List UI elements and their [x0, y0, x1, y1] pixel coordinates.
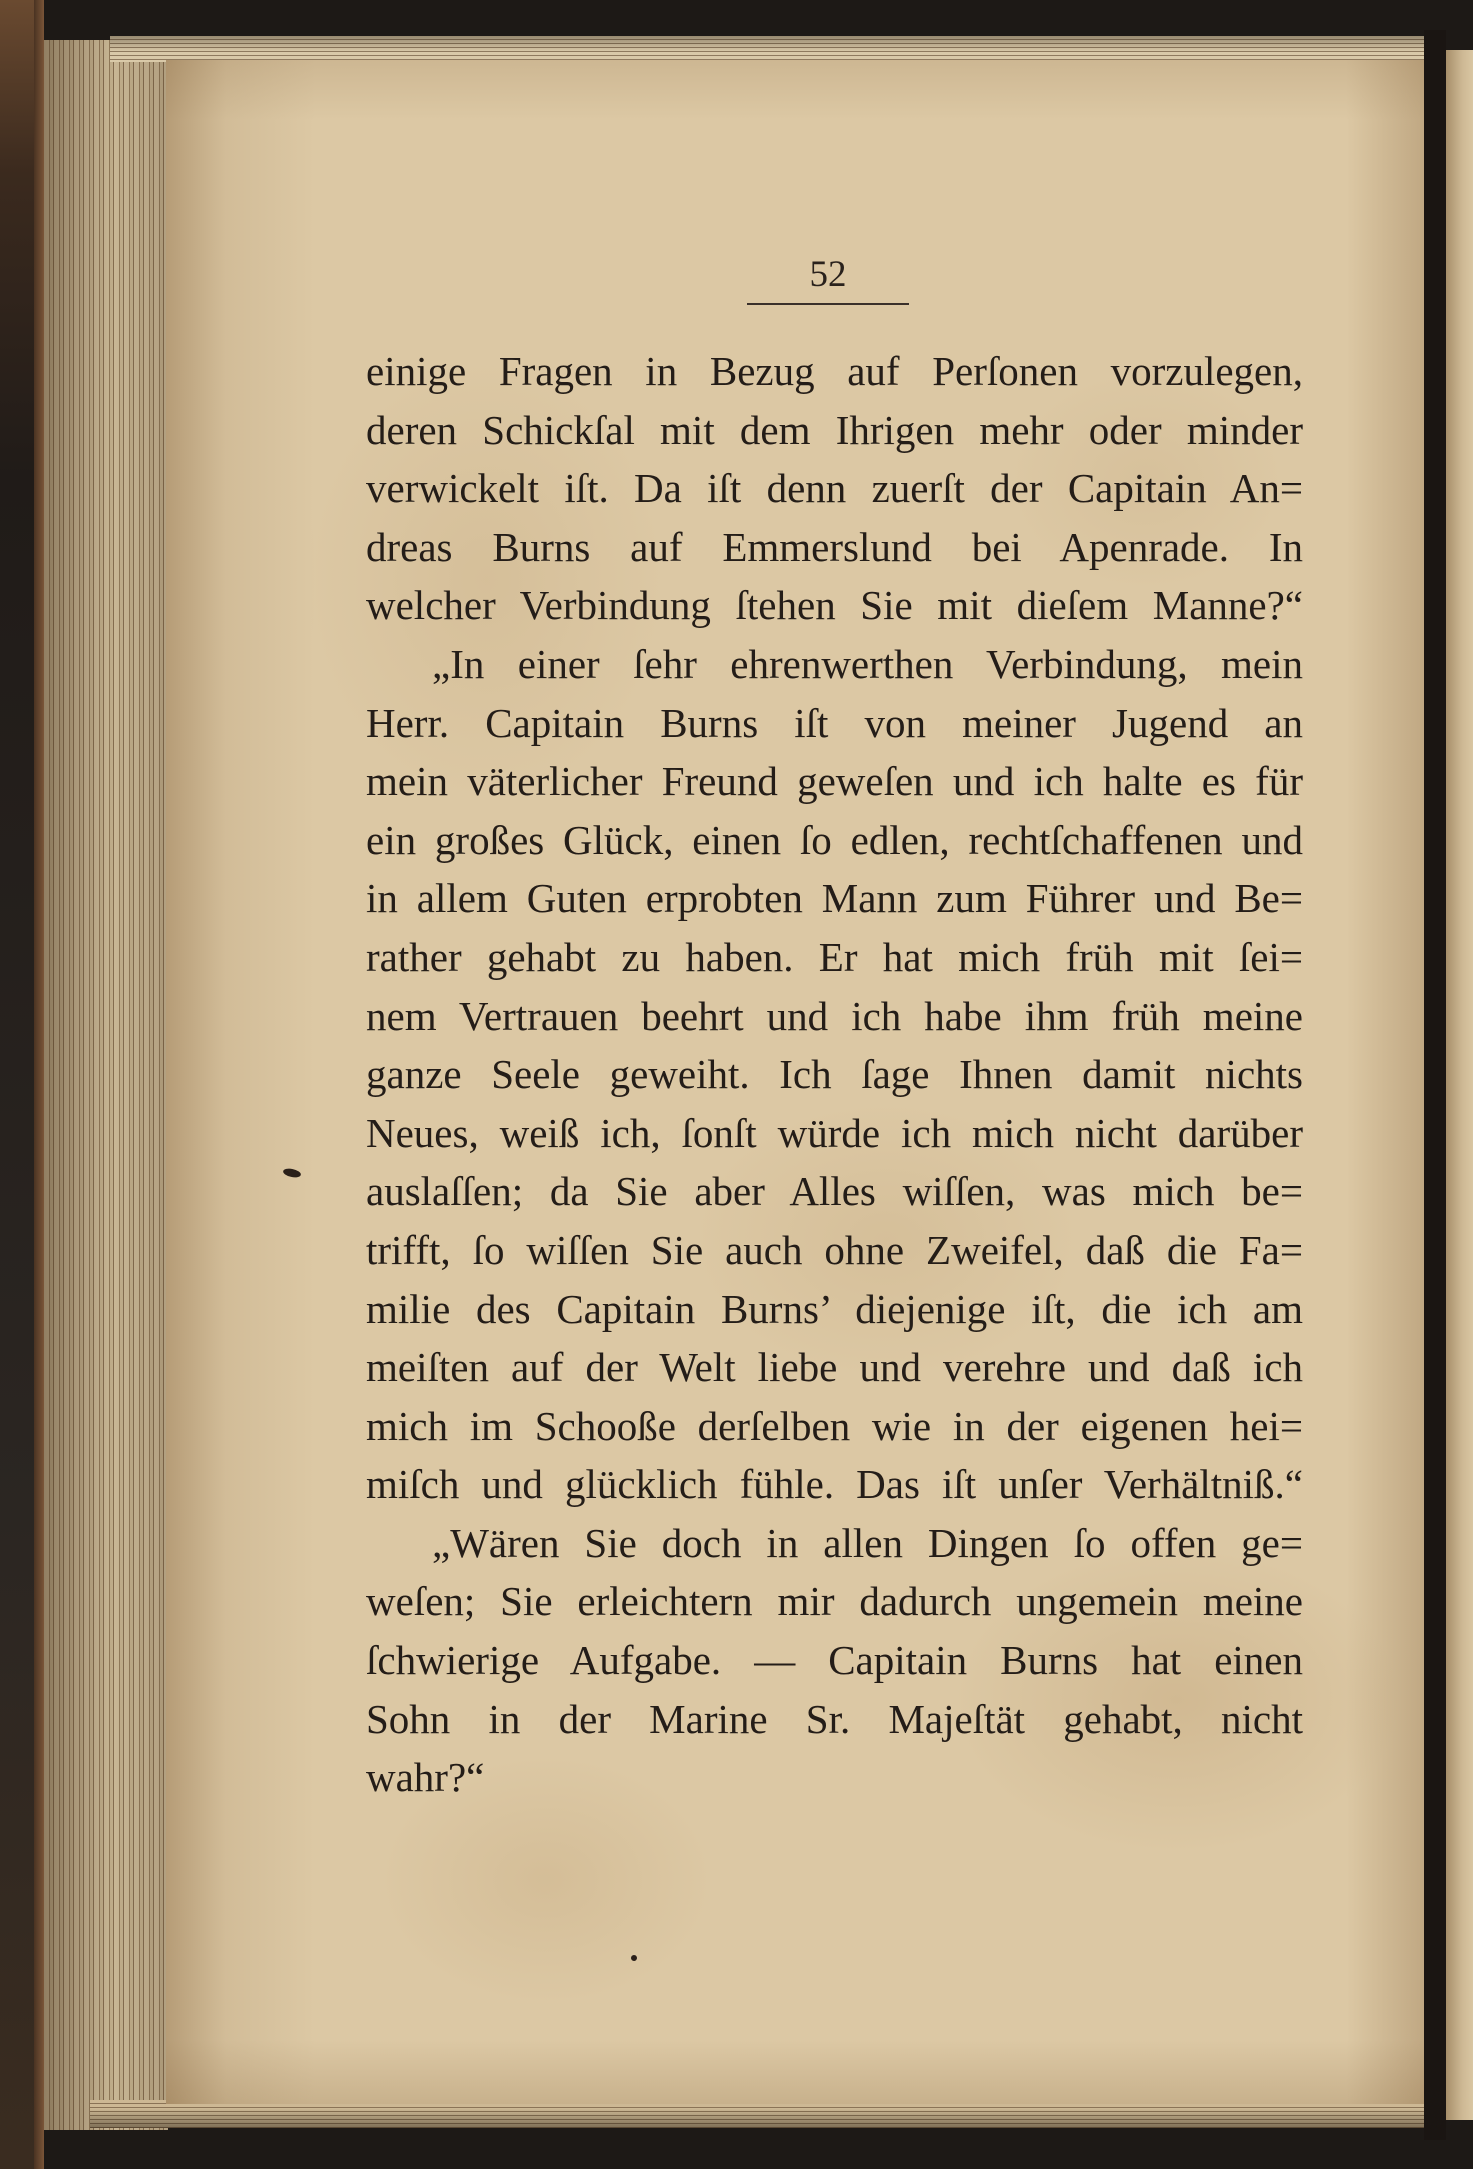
text-line: Sohn in der Marine Sr. Majeſtät gehabt, nicht — [366, 1695, 1303, 1742]
text-line: dreas Burns auf Emmerslund bei Apenrade. In — [366, 523, 1303, 570]
text-line: welcher Verbindung ſtehen Sie mit dieſem Manne?“ — [366, 582, 1303, 629]
body-text — [366, 342, 1303, 1807]
ink-speck — [631, 1955, 637, 1961]
text-line: deren Schickſal mit dem Ihrigen mehr oder minder — [366, 406, 1303, 453]
page-stack-edges-top — [110, 36, 1424, 62]
text-line: auslaſſen; da Sie aber Alles wiſſen, was mich be= — [366, 1168, 1303, 1215]
paragraph — [366, 1514, 1303, 1807]
page-number: 52 — [809, 254, 847, 295]
text-line: verwickelt iſt. Da iſt denn zuerſt der Capitain An= — [366, 465, 1303, 512]
text-line: trifft, ſo wiſſen Sie auch ohne Zweifel, daß die Fa= — [366, 1226, 1303, 1273]
text-line: meiſten auf der Welt liebe und verehre und daß ich — [366, 1344, 1303, 1391]
text-line: milie des Capitain Burns’ diejenige iſt, die ich am — [366, 1285, 1303, 1332]
page-stack-edges-bottom — [90, 2100, 1424, 2128]
text-line: weſen; Sie erleichtern mir dadurch ungemein meine — [366, 1578, 1303, 1625]
text-line: rather gehabt zu haben. Er hat mich früh mit ſei= — [366, 933, 1303, 980]
text-line: miſch und glücklich fühle. Das iſt unſer Verhältniß.“ — [366, 1461, 1303, 1508]
text-line: ſchwierige Aufgabe. — Capitain Burns hat einen — [366, 1637, 1303, 1684]
text-line: in allem Guten erprobten Mann zum Führer und Be= — [366, 875, 1303, 922]
text-line: Neues, weiß ich, ſonſt würde ich mich nicht darüber — [366, 1109, 1303, 1156]
text-line: wahr?“ — [366, 1754, 485, 1801]
text-line: Herr. Capitain Burns iſt von meiner Jugend an — [366, 699, 1303, 746]
page-stack-edges-left — [44, 40, 168, 2130]
page-number-rule — [747, 303, 909, 305]
gutter-gap — [1424, 30, 1446, 2140]
text-line: mein väterlicher Freund geweſen und ich halte es für — [366, 758, 1303, 805]
text-line: mich im Schooße derſelben wie in der eigenen hei= — [366, 1402, 1303, 1449]
text-line: nem Vertrauen beehrt und ich habe ihm früh meine — [366, 992, 1303, 1039]
paragraph — [366, 342, 1303, 635]
book-cover-edge — [0, 0, 44, 2169]
paragraph — [366, 635, 1303, 1514]
text-line: „Wären Sie doch in allen Dingen ſo offen ge= — [432, 1519, 1303, 1566]
facing-page-edge — [1446, 50, 1473, 2120]
text-line: „In einer ſehr ehrenwerthen Verbindung, mein — [432, 640, 1303, 687]
text-line: einige Fragen in Bezug auf Perſonen vorzulegen, — [366, 348, 1303, 394]
text-line: ein großes Glück, einen ſo edlen, rechtſchaffenen und — [366, 816, 1303, 863]
text-line: ganze Seele geweiht. Ich ſage Ihnen damit nichts — [366, 1051, 1303, 1098]
